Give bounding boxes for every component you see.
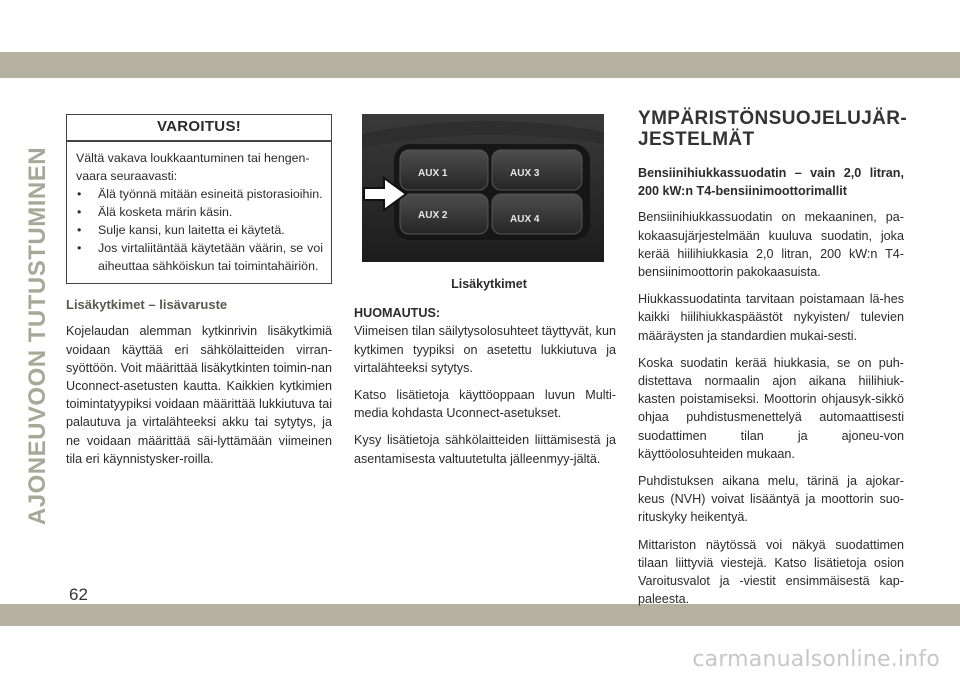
photo-caption: Lisäkytkimet <box>451 277 527 291</box>
warning-item: • Älä työnnä mitään esineitä pistorasioihin. <box>76 185 323 203</box>
filter-subheading: Bensiinihiukkassuodatin – vain 2,0 litran, 200 kW:n T4-bensiinimoottorimallit <box>638 166 904 199</box>
chapter-side-title <box>20 106 56 566</box>
section-heading-line2: JESTELMÄT <box>638 129 755 150</box>
column-right <box>638 108 908 617</box>
section-heading-line1: YMPÄRISTÖNSUOJELUJÄR- <box>638 108 908 129</box>
warning-item: • Jos virtaliitäntää käytetään väärin, se voi aiheuttaa sähköiskun tai toimintahäiriön. <box>76 239 323 275</box>
note-text: Viimeisen tilan säilytysolosuhteet täyttyvät, kun kytkimen tyypiksi on asetettu lukkiutuva ja virtalähteeksi sytytys. <box>354 324 616 375</box>
column-middle <box>354 114 616 477</box>
photo-label-aux4: AUX 4 <box>510 214 540 225</box>
aux-switches-heading: Lisäkytkimet – lisävaruste <box>66 297 228 313</box>
filter-paragraph: Koska suodatin kerää hiukkasia, se on puh-distettava normaalin ajon aikana hiilihiuk-kasten poistamiseksi. Moottorin ohjausyk-sikkö ohjaa puhdistusmenettelyä automaattisesti suodattimen tilan ja ajoneu-von käyttöolosuhteiden mukaan. <box>638 355 904 461</box>
note-heading: HUOMAUTUS: <box>354 306 441 321</box>
warning-body <box>67 142 331 283</box>
filter-paragraph: Mittariston näytössä voi näkyä suodattimen tilaan liittyviä viestejä. Katso lisätietoja osion Varoitusvalot ja -viestit ensimmäisestä kap-paleesta. <box>638 537 904 607</box>
warning-box <box>66 114 332 284</box>
filter-paragraph: Bensiinihiukkassuodatin on mekaaninen, pa-kokaasujärjestelmään kuuluva suodatin, joka kerää hiilihiukkasia 2,0 litran, 200 kW:n T4-bensiinimoottorin pakokaasuista. <box>638 210 904 280</box>
photo-label-aux3: AUX 3 <box>510 168 540 179</box>
warning-item: • Älä kosketa märin käsin. <box>76 203 323 221</box>
warning-list <box>76 185 323 275</box>
warning-intro: Vältä vakava loukkaantuminen tai hengen-vaara seuraavasti: <box>76 151 310 184</box>
photo-label-aux2: AUX 2 <box>418 210 448 221</box>
uconnect-reference: Katso lisätietoja käyttöoppaan luvun Multi-media kohdasta Uconnect-asetukset. <box>354 388 616 421</box>
header-band <box>0 52 960 78</box>
filter-paragraph: Hiukkassuodatinta tarvitaan poistamaan lä-hes kaikki hiilihiukkaspäästöt nykyisten/ tulevien määräysten ja standardien mukai-sesti. <box>638 292 904 343</box>
aux-switches-paragraph: Kojelaudan alemman kytkinrivin lisäkytkimiä voidaan käyttää eri sähkölaitteiden virran-syöttöön. Voit määrittää lisäkytkinten toimin-nan Uconnect-asetusten kautta. Kaikkien kytkimien toimintatyypiksi voidaan määrittää lukkiutuva tai palautuva ja virtalähteeksi akku tai sytytys, ja ne voidaan määrittää säi-lyttämään viimeinen tila eri käynnistysker-roilla. <box>66 324 332 466</box>
filter-paragraph: Puhdistuksen aikana melu, tärinä ja ajokar-keus (NVH) voivat lisääntyä ja moottorin suo-rituskyky heikentyä. <box>638 474 904 525</box>
warning-item: • Sulje kansi, kun laitetta ei käytetä. <box>76 221 323 239</box>
dealer-reference: Kysy lisätietoja sähkölaitteiden liittämisestä ja asentamisesta valtuutetulta jälleenmyy-jältä. <box>354 433 616 466</box>
warning-title: VAROITUS! <box>67 115 331 142</box>
photo-label-aux1: AUX 1 <box>418 168 448 179</box>
chapter-side-title-text: AJONEUVOON TUTUSTUMINEN <box>24 146 51 526</box>
section-heading <box>638 108 908 150</box>
watermark-text: carmanualsonline.info <box>692 647 940 672</box>
aux-switches-photo-image <box>362 114 604 262</box>
column-left <box>66 114 332 477</box>
page-number: 62 <box>69 585 88 604</box>
aux-switches-photo <box>362 114 604 262</box>
